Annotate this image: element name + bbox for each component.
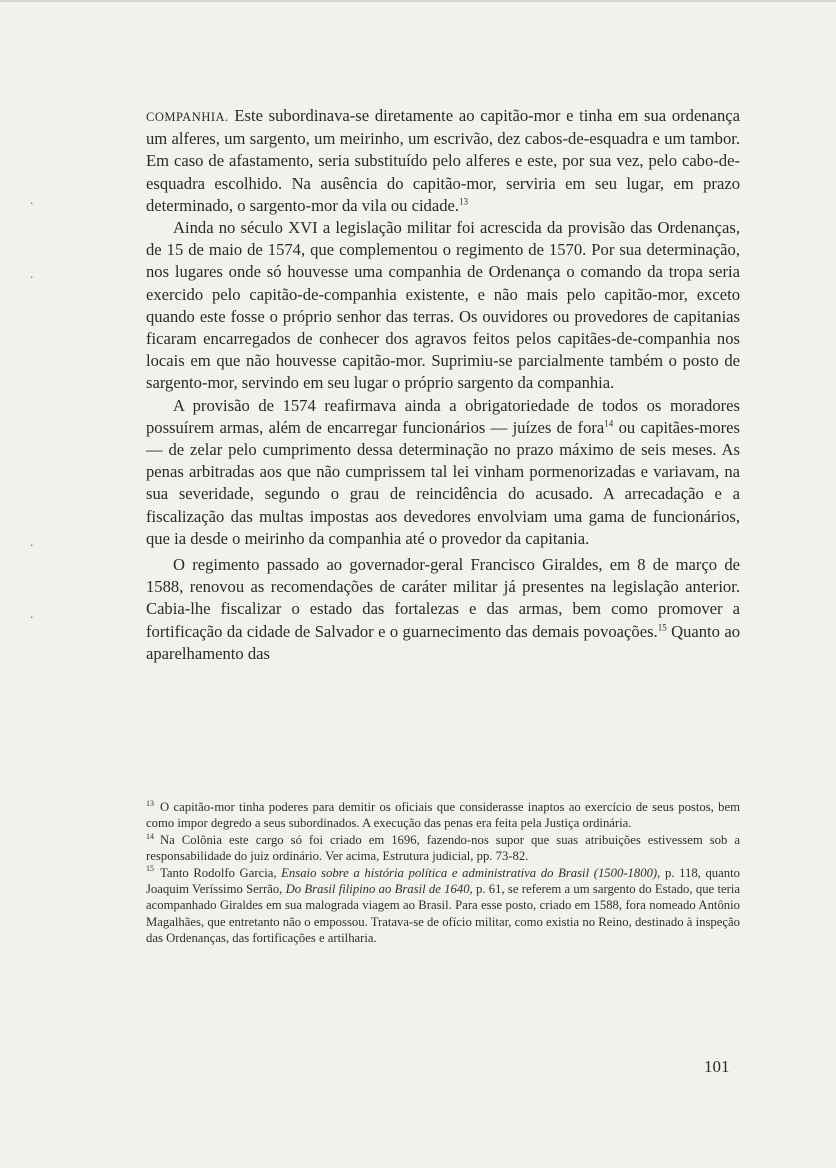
- paragraph-text: ou capitães-mores — de zelar pelo cumprimento dessa determinação no prazo máximo de seis meses. As penas arbitradas aos que não cumprissem tal lei vinham pormenorizadas e variavam, na sua severidade, segundo o grau de reincidência do acusado. A arrecadação e a fiscalização das multas impostas aos devedores envolviam uma gama de funcionários, que ia desde o meirinho da companhia até o provedor da capitania.: [146, 417, 740, 548]
- section-lead: COMPANHIA.: [146, 110, 229, 124]
- footnote-ref: 14: [604, 418, 614, 429]
- margin-mark: ·: [30, 271, 34, 284]
- footnote-text: O capitão-mor tinha poderes para demitir os oficiais que considerasse inaptos ao exercício de seus postos, bem como impor degredo a seus subordinados. A execução das penas era feita pela Justiça ordinária.: [146, 800, 740, 831]
- footnotes: [146, 799, 740, 947]
- margin-mark: ·: [30, 539, 34, 552]
- margin-mark: ·: [30, 611, 34, 624]
- footnote-text: p. 61, se referem a um sargento do Estado, que teria acompanhado Giraldes em sua malograda viagem ao Brasil. Para esse posto, criado em 1588, fora nomeado Antônio Magalhães, que entretanto não o empossou. Tratava-se de ofício militar, como existia no Reino, destinado à inspeção das Ordenanças, das fortificações e artilharia.: [146, 882, 740, 946]
- paragraph-text: O regimento passado ao governador-geral Francisco Giraldes, em 8 de março de 1588, renovou as recomendações de caráter militar já presentes na legislação anterior. Cabia-lhe fiscalizar o estado das fortalezas e das armas, bem como promover a fortificação da cidade de Salvador e o guarnecimento das demais povoações.: [146, 555, 740, 641]
- footnote-number: 15: [146, 864, 154, 874]
- footnote-ref: 13: [459, 196, 469, 207]
- footnote-number: 14: [146, 831, 154, 841]
- page-number: 101: [704, 1057, 730, 1076]
- paragraph: [146, 105, 740, 217]
- paragraph: [146, 395, 740, 550]
- footnote-ref: 15: [657, 622, 667, 633]
- body-text: [146, 105, 740, 665]
- footnote: [146, 865, 740, 947]
- footnote-text: Tanto Rodolfo Garcia,: [160, 865, 282, 880]
- paragraph: [146, 554, 740, 665]
- paragraph-text: A provisão de 1574 reafirmava ainda a obrigatoriedade de todos os moradores possuírem armas, além de encarregar funcionários — juízes de fora: [146, 395, 740, 437]
- cited-title: Ensaio sobre a história política e administrativa do Brasil (1500-1800),: [281, 865, 661, 880]
- paragraph: Ainda no século XVI a legislação militar foi acrescida da provisão das Ordenanças, de 15 de maio de 1574, que complementou o regimento de 1570. Por sua determinação, nos lugares onde só houvesse uma companhia de Ordenança o comando da tropa seria exercido pelo capitão-de-companhia existente, e não mais pelo capitão-mor, exceto quando este fosse o próprio senhor das terras. Os ouvidores ou provedores de capitanias ficaram encarregados de conhecer dos agravos feitos pelos capitães-de-companhia nos locais em que não houvesse capitão-mor. Suprimiu-se parcialmente também o posto de sargento-mor, servindo em seu lugar o próprio sargento da companhia.: [146, 218, 740, 393]
- margin-mark: ·: [30, 197, 34, 210]
- footnote-text: Na Colônia este cargo só foi criado em 1696, fazendo-nos supor que suas atribuições estivessem sob a responsabilidade do juiz ordinário. Ver acima, Estrutura judicial, pp. 73-82.: [146, 832, 740, 864]
- footnote: [146, 799, 740, 832]
- footnote-text: p. 118, quanto Joaquim Veríssimo Serrão,: [146, 865, 740, 897]
- footnote-number: 13: [146, 798, 154, 808]
- cited-title: Do Brasil filipino ao Brasil de 1640,: [285, 882, 473, 897]
- paragraph-text: Quanto ao aparelhamento das: [146, 621, 741, 663]
- paragraph-text: Este subordinava-se diretamente ao capitão-mor e tinha em sua ordenança um alferes, um sargento, um meirinho, um escrivão, dez cabos-de-esquadra e um tambor. Em caso de afastamento, seria substituído pelo alferes e este, por sua vez, pelo cabo-de-esquadra escolhido. Na ausência do capitão-mor, serviria em seu lugar, em prazo determinado, o sargento-mor da vila ou cidade.: [146, 106, 740, 215]
- footnote: [146, 832, 740, 865]
